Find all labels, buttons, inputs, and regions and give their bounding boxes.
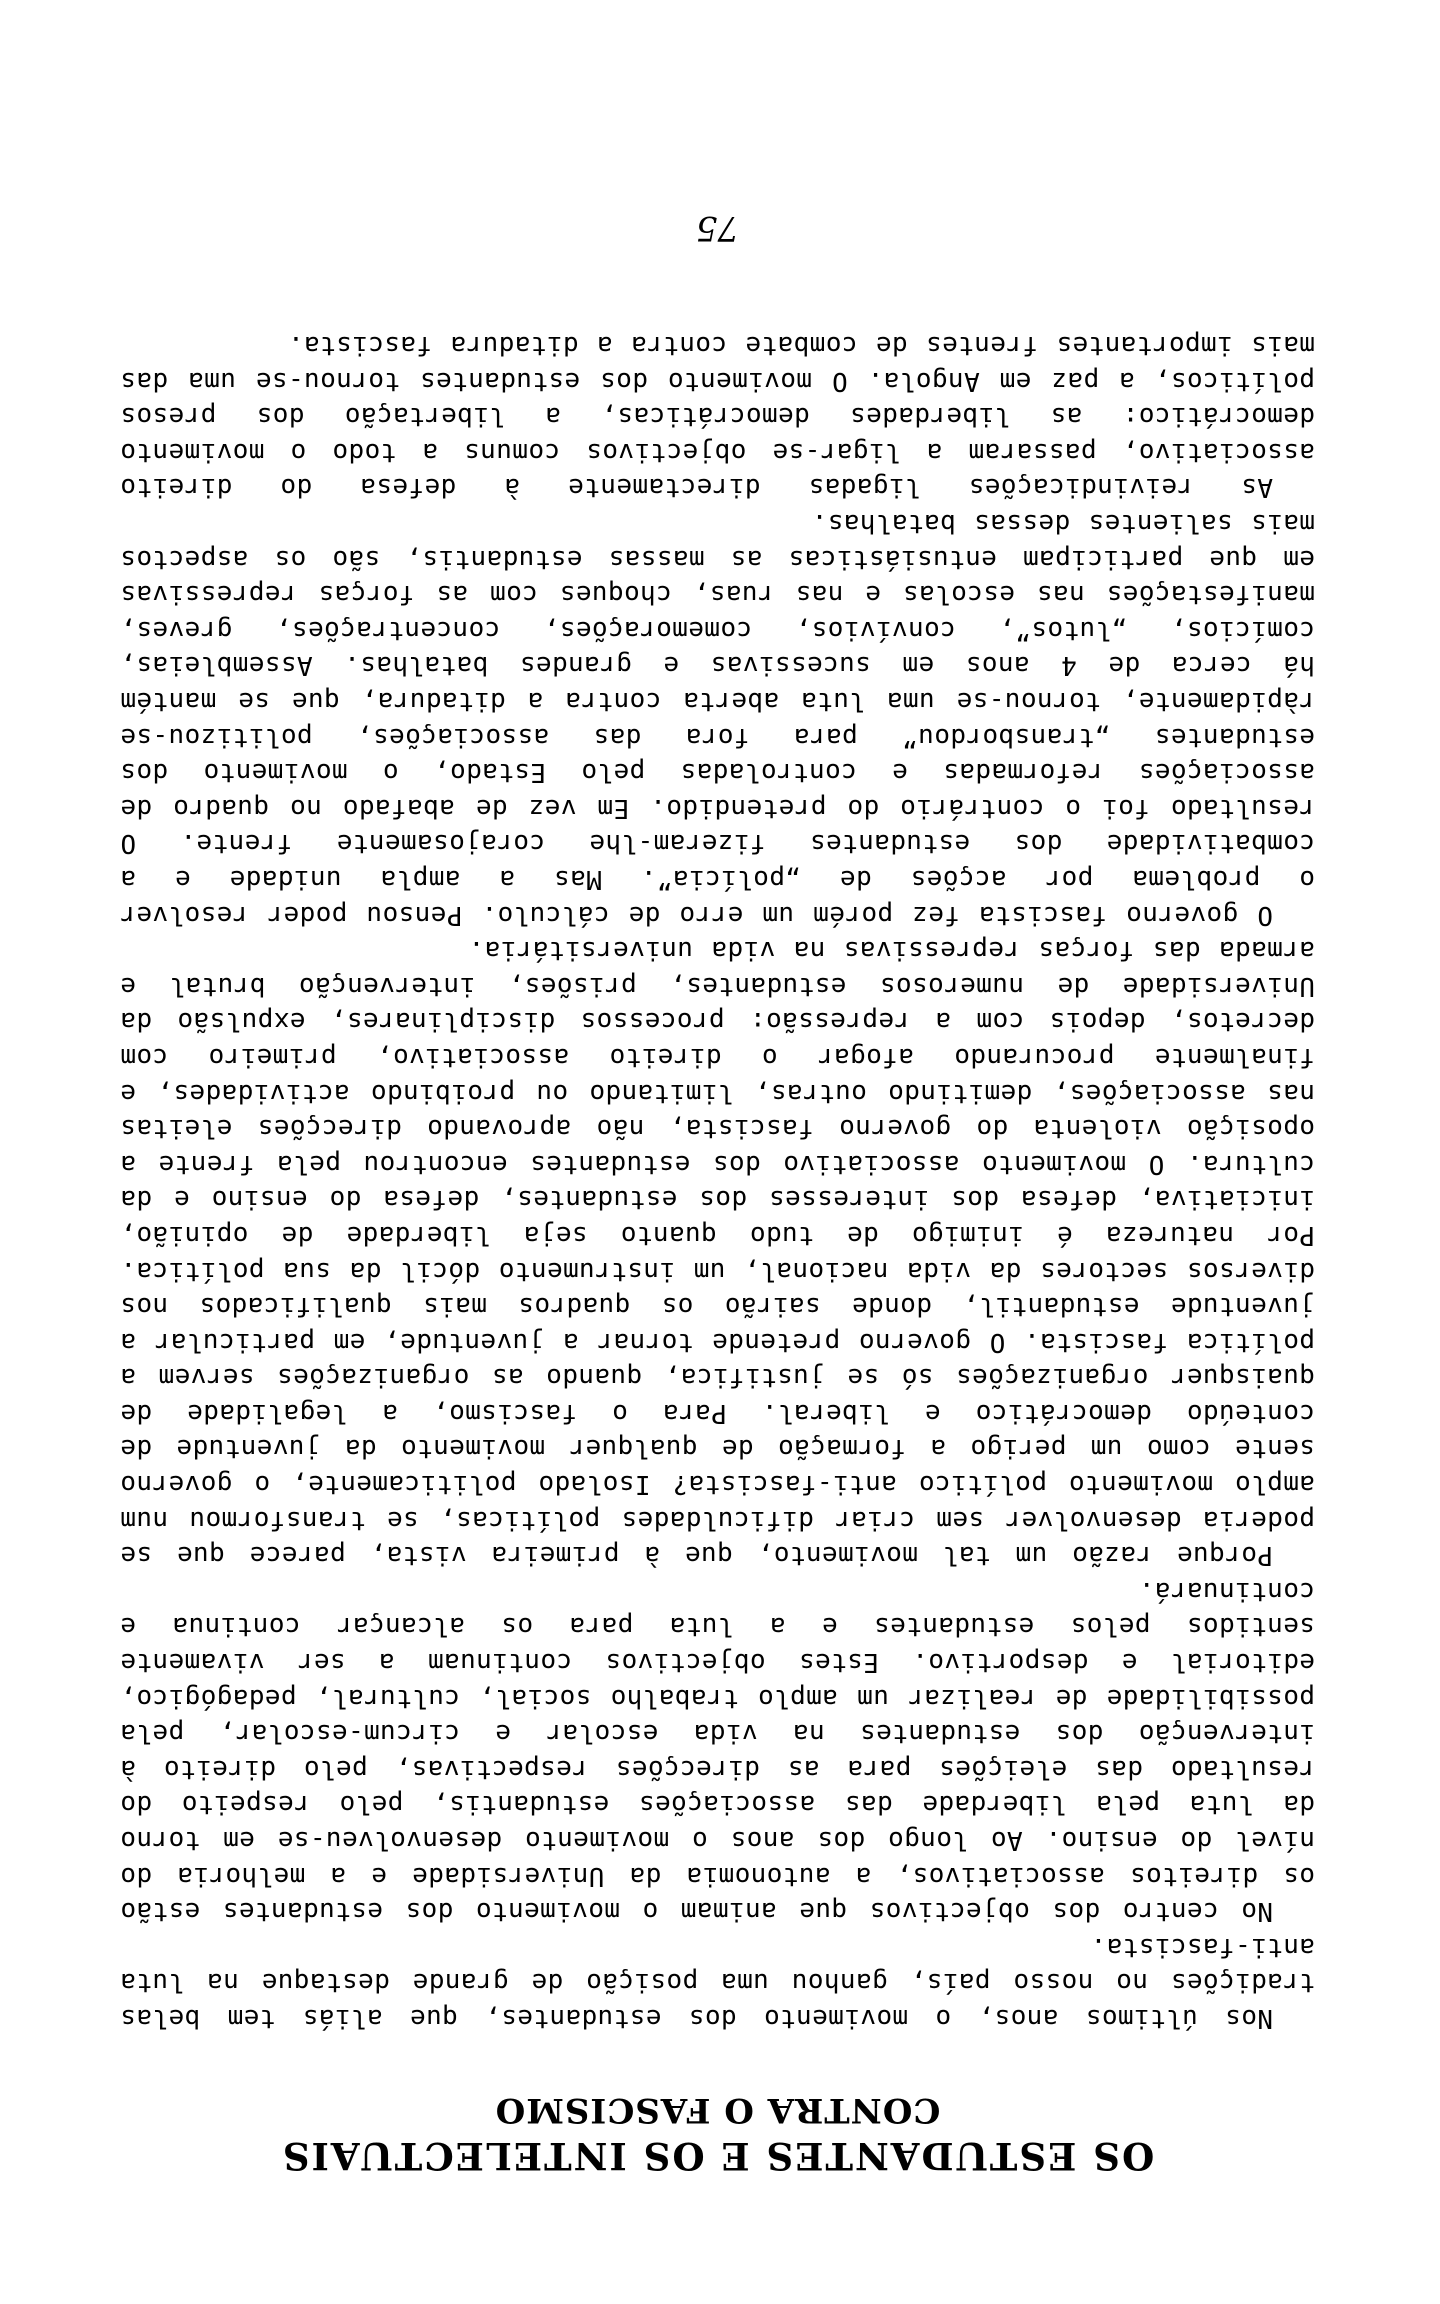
- paragraph-2: No centro dos objectivos que animam o movimento dos estudantes estão os direitos associativos, a autonomia da Universidade e a melhoria do nível do ensino. Ao longo dos anos o movimento desenvolveu-se em torno da luta pela liberdade das associações estudantis, pelo respeito do resultado das eleições para as direcções respectivas, pelo direito à intervenção dos estudantes na vida escolar e circum-escolar, pela possibilidade de realizar um amplo trabalho social, cultural, pedagógico, editorial e desportivo. Estes objectivos continuam a ser vivamente sentidos pelos estudantes e a luta para os alcançar continua e continuará.: [120, 1575, 1315, 1927]
- paragraph-3: Porque razão um tal movimento, que à primeira vista, parece que se poderia desenvolver sem criar dificuldades políticas, se transformou num amplo movimento político anti-fascista? Isolado politicamente, o governo sente como um perigo a formação de qualquer movimento da juventude de conteúdo democrático e liberal. Para o fascismo, a legalidade de quaisquer organizações só se justifica, quando as organizações servem a política fascista. O governo pretende tornar a juventude, em particular a juventude estudantil, donde sairão os quadros mais qualificados nos diversos sectores da vida nacional, um instrumento dócil da sua política. Por natureza é inimigo de tudo quanto seja liberdade de opinião, iniciativa, defesa dos interesses dos estudantes, defesa do ensino e da cultura. O movimento associativo dos estudantes encontrou pela frente a oposição violenta do governo fascista, não aprovando direcções eleitas nas associações, demitindo outras, limitando ou proibindo actividades, e finalmente procurando afogar o direito associativo, primeiro com decretos, depois com a repressão: processos disciplinares, expulsão da Universidade de numerosos estudantes, prisões, intervenção brutal e armada das forças repressivas na vida universitária.: [120, 935, 1315, 1571]
- page-number: 75: [695, 208, 740, 249]
- document-title: OS ESTUDANTES E OS INTELECTUAIS: [280, 2134, 1155, 2178]
- document-subtitle: CONTRA O FASCISMO: [494, 2090, 941, 2130]
- paragraph-4: O governo fascista fez porém um erro de cálculo. Pensou poder resolver o problema por acções de „polícia”. Mas a ampla unidade e a combatividade dos estudantes fizeram-lhe corajosamente frente. O resultado foi o contrário do pretendido. Em vez de abafado no quadro de associações reformadas e controladas pelo Estado, o movimento dos estudantes „transbordou” para fora das associações, politizou-se ràpidamente, tornou-se uma luta aberta contra a ditadura, que se mantém há cerca de 4 anos em sucessivas e grandes batalhas. Assembleias, comícios, „lutos”, convívios, comemorações, concentrações, greves, manifestações nas escolas e nas ruas, choques com as forças repressivas em que participam entusiásticas as massas estudantis, são os aspectos mais salientes dessas batalhas.: [120, 508, 1315, 930]
- paragraph-1: Nos últimos anos, o movimento dos estudantes, que aliás tem belas tradições no nosso país, ganhou uma posição de grande destaque na luta anti-fascista.: [120, 1931, 1315, 2033]
- document-body: [120, 327, 1315, 2036]
- paragraph-5: As reivindicações ligadas directamente à defesa do direito associativo, passaram a ligar-se objectivos comuns a todo o movimento democrático: as liberdades democráticas, a libertação dos presos políticos, a paz em Angola. O movimento dos estudantes tornou-se uma das mais importantes frentes de combate contra a ditadura fascista.: [120, 330, 1315, 503]
